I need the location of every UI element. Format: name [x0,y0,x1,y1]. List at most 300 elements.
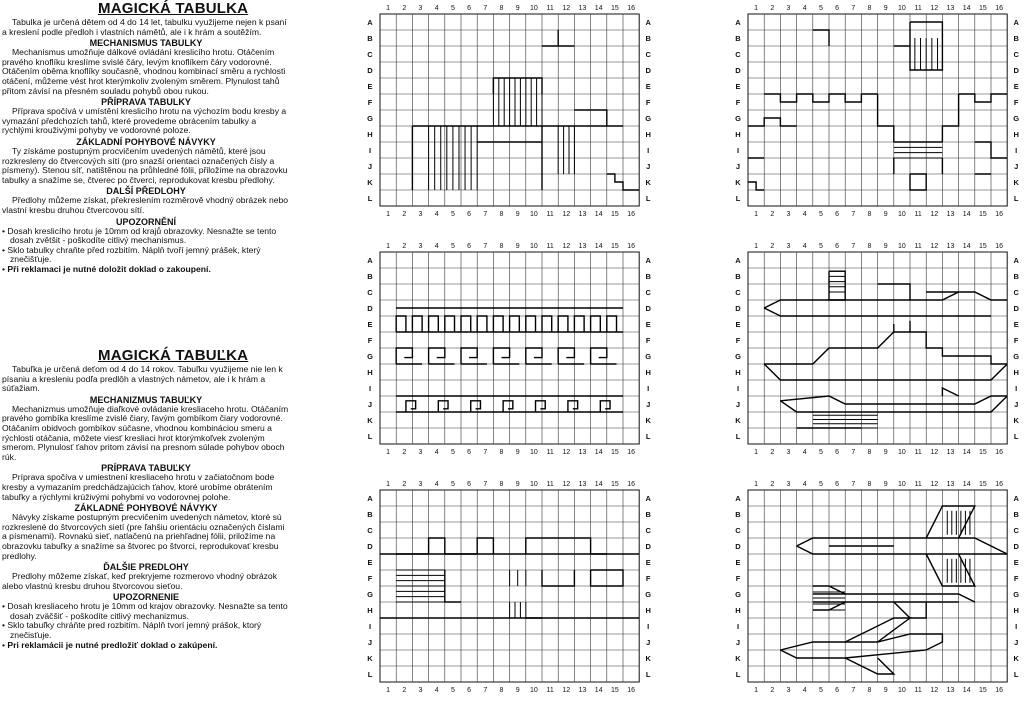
column-label: 7 [851,211,856,218]
column-label: 4 [434,243,439,250]
column-label: 16 [995,449,1003,456]
row-label: A [367,18,373,27]
column-label: 15 [979,211,987,218]
column-label: 14 [594,481,603,488]
row-label: F [367,336,373,345]
column-label: 1 [754,243,759,250]
column-label: 6 [467,243,472,250]
column-label: 5 [818,211,823,218]
row-label: E [735,320,741,329]
row-label: L [1013,670,1019,679]
column-label: 8 [499,449,504,456]
warning-item: • Dosah kreslicího hrotu je 10mm od krajů obrazovky. Nesnažte se tento dosah zvětšit - poškodíte citlivý mechanismus. [2,225,277,246]
grid-svg [360,238,652,470]
column-label: 15 [979,481,987,488]
intro-paragraph: Tabulka je určená dětem od 4 do 14 let, tabulku využijeme nejen k psaní a kreslení podle předloh i vlastních námětů, ale i k hrám a soutěžím. [2,17,287,37]
column-label: 3 [418,211,423,218]
column-label: 10 [530,687,538,694]
column-label: 1 [386,481,391,488]
column-label: 4 [802,481,807,488]
row-label: C [367,288,373,297]
column-label: 13 [946,481,955,488]
row-label: H [1013,130,1019,139]
row-label: C [1013,50,1019,59]
block-heading: PŘÍPRAVA TABULKY [101,97,191,108]
column-label: 11 [914,687,922,694]
row-label: D [367,304,373,313]
row-label: C [735,50,741,59]
column-label: 8 [499,211,504,218]
column-label: 2 [770,243,775,250]
column-label: 5 [450,687,455,694]
column-label: 11 [546,243,554,250]
column-label: 13 [946,449,955,456]
column-label: 11 [914,449,922,456]
row-label: J [1014,638,1019,647]
column-label: 9 [883,243,888,250]
column-label: 1 [386,211,391,218]
column-label: 5 [818,243,823,250]
block-paragraph: Předlohy můžeme získat, překreslením rozměrově vhodný obrázek nebo vlastní kresbu druhou čtvercovou sítí. [2,195,289,215]
row-label: K [735,178,741,187]
row-label: I [736,146,740,155]
row-label: F [1013,336,1019,345]
column-label: 10 [530,243,538,250]
column-label: 4 [434,481,439,488]
block-heading: MECHANIZMUS TABUĽKY [89,394,203,405]
column-label: 2 [770,211,775,218]
column-label: 10 [530,449,538,456]
row-label: G [735,114,741,123]
row-label: G [735,590,741,599]
row-label: L [367,670,373,679]
column-label: 10 [530,5,538,12]
row-label: H [735,606,741,615]
row-label: L [645,670,651,679]
section-title: MAGICKÁ TABULKA [98,0,249,17]
column-label: 9 [883,211,888,218]
column-label: 1 [386,243,391,250]
row-label: H [367,368,373,377]
warning-item-strong: • Pri reklamácii je nutné predložiť doklad o zakúpení. [2,639,218,650]
column-label: 4 [434,449,439,456]
block-paragraph: Návyky získame postupným precvičením uvedených námetov, ktoré sú rozkreslené do štvorcových sietí (pre ľahšiu orientáciu označených číslami a písmenami). Rovnakú sieť, natlačenú na priehľadnej fólii, priložíme na obrazovku tabuľky a snažíme sa štvorec po štvorci, reprodukovať kresbu predlohy. [2,512,285,561]
column-label: 13 [946,211,955,218]
exercise-grid-meanders [360,238,652,470]
column-label: 5 [450,211,455,218]
column-label: 3 [786,687,791,694]
column-label: 3 [418,687,423,694]
row-label: K [645,416,651,425]
row-label: E [1013,558,1019,567]
block-paragraph: Predlohy môžeme získať, keď prekryjeme rozmerovo vhodný obrázok alebo vlastnú kresbu druhou štvorcovou sieťou. [2,571,277,591]
row-label: B [645,510,651,519]
row-label: L [367,194,373,203]
column-label: 9 [515,687,520,694]
row-label: I [647,384,650,393]
row-label: E [735,82,741,91]
column-label: 5 [818,5,823,12]
block-heading: PRÍPRAVA TABUĽKY [101,463,191,474]
row-label: A [645,256,651,265]
exercise-grid-rockets [728,476,1020,708]
row-label: I [736,622,740,631]
column-label: 1 [754,5,759,12]
grid-svg [728,0,1020,232]
row-label: I [647,622,650,631]
column-label: 6 [467,5,472,12]
column-label: 13 [946,5,955,12]
column-label: 8 [867,243,872,250]
column-label: 1 [754,687,759,694]
row-label: J [646,400,651,409]
column-label: 6 [835,687,840,694]
column-label: 5 [450,5,455,12]
column-label: 8 [867,449,872,456]
column-label: 10 [898,211,906,218]
row-label: B [735,272,741,281]
section-czech [2,0,290,274]
column-label: 2 [402,481,407,488]
column-label: 2 [402,687,407,694]
row-label: D [645,542,651,551]
row-label: H [367,606,373,615]
block-heading: MECHANISMUS TABULKY [89,38,203,49]
warning-item-strong: • Při reklamaci je nutné doložit doklad o zakoupení. [2,263,211,274]
column-label: 12 [930,243,939,250]
column-label: 16 [627,243,635,250]
warning-item-text: Dosah kreslicího hrotu je 10mm od krajů obrazovky. Nesnažte se tento dosah zvětšit - poškodíte citlivý mechanismus. [7,225,277,246]
row-label: J [735,638,741,647]
column-label: 13 [946,243,955,250]
column-label: 16 [995,481,1003,488]
column-label: 16 [995,243,1003,250]
column-label: 14 [962,481,971,488]
row-label: H [367,130,373,139]
column-label: 6 [835,211,840,218]
row-label: A [1013,256,1019,265]
column-label: 9 [515,211,520,218]
block-paragraph: Ty získáme postupným procvičením uvedených námětů, které jsou rozkresleny do čtvercových sítí (pro snazší orientaci označených čísly a písmeny). Stenou síť, natištěnou na průhledné fólii, přiložíme na obrazovku tabulky a snažíme se, čtverec po čtverci, reprodukovat kresbu předlohy. [2,145,288,185]
column-label: 11 [546,481,554,488]
exercise-grid-blocks [360,476,652,708]
row-label: B [1013,34,1019,43]
row-label: D [735,66,741,75]
row-label: L [735,670,741,679]
column-label: 11 [914,211,922,218]
block-paragraph: Mechanismus umožňuje dálkové ovládání kreslicího hrotu. Otáčením pravého knoflíku kreslíme svislé čáry, levým knoflíkem čáry vodorovné. Otáčením oběma knoflíky současně, vhodnou kombinací směru a rychlosti otáčení, můžeme vést hrot kterýmkoliv zvoleným směrem. Plynulost tahů přitom závisí na přesném souladu pohybů obou rukou. [2,47,286,96]
column-label: 13 [578,449,587,456]
column-label: 9 [515,5,520,12]
row-label: E [1013,320,1019,329]
column-label: 10 [530,211,538,218]
column-label: 11 [914,5,922,12]
column-label: 11 [546,449,554,456]
warning-item-text: Dosah kresliaceho hrotu je 10mm od krajov obrazovky. Nesnažte sa tento dosah zväčšiť - poškodíte citlivý mechanizmus. [7,601,288,621]
column-label: 14 [962,687,971,694]
column-label: 15 [611,5,619,12]
column-label: 2 [402,449,407,456]
row-label: B [1013,272,1019,281]
section-title: MAGICKÁ TABUĽKA [98,347,249,364]
row-label: C [1013,288,1019,297]
row-label: J [1014,162,1019,171]
row-label: B [735,34,741,43]
column-label: 5 [818,481,823,488]
column-label: 15 [979,5,987,12]
row-label: C [735,288,741,297]
row-label: C [1013,526,1019,535]
column-label: 16 [627,211,635,218]
row-label: D [367,542,373,551]
column-label: 2 [770,481,775,488]
column-label: 11 [546,211,554,218]
row-label: I [368,622,372,631]
row-label: G [1013,114,1020,123]
row-label: B [1013,510,1019,519]
row-label: J [735,162,741,171]
row-label: G [367,590,373,599]
column-label: 5 [450,449,455,456]
column-label: 11 [546,687,554,694]
column-label: 1 [386,687,391,694]
grid-svg [360,0,652,232]
row-label: C [367,50,373,59]
column-label: 16 [627,481,635,488]
column-label: 12 [562,243,571,250]
column-label: 8 [867,211,872,218]
column-label: 9 [515,243,520,250]
column-label: 8 [499,687,504,694]
row-label: B [735,510,741,519]
row-label: F [367,574,373,583]
row-label: D [1013,66,1019,75]
column-label: 10 [898,449,906,456]
column-label: 9 [883,687,888,694]
column-label: 9 [515,481,520,488]
row-label: I [1015,622,1018,631]
column-label: 4 [802,211,807,218]
row-label: A [735,18,741,27]
column-label: 12 [930,687,939,694]
column-label: 3 [786,211,791,218]
instructions-column [0,0,292,700]
column-label: 4 [802,243,807,250]
row-label: L [645,432,651,441]
row-label: G [645,352,652,361]
row-label: A [1013,494,1019,503]
grid-svg [728,476,1020,708]
column-label: 2 [770,449,775,456]
row-label: I [1015,384,1018,393]
column-label: 14 [594,687,603,694]
block-heading: UPOZORNENIE [112,592,179,603]
column-label: 15 [611,211,619,218]
column-label: 9 [883,5,888,12]
column-label: 16 [995,211,1003,218]
row-label: K [735,416,741,425]
column-label: 10 [898,5,906,12]
column-label: 14 [594,211,603,218]
row-label: C [645,526,651,535]
block-heading: ZÁKLADNÉ POHYBOVÉ NÁVYKY [74,503,218,514]
row-label: J [735,400,741,409]
column-label: 7 [483,5,488,12]
column-label: 2 [770,687,775,694]
row-label: J [367,638,373,647]
column-label: 10 [898,481,906,488]
column-label: 15 [611,481,619,488]
column-label: 9 [883,449,888,456]
warning-item-text: Sklo tabuľky chráňte pred rozbitím. Náplň tvorí jemný prášok, ktorý znečisťuje. [7,620,262,641]
column-label: 7 [851,5,856,12]
column-label: 9 [883,481,888,488]
intro-paragraph: Tabuľka je určená deťom od 4 do 14 rokov. Tabuľku využijeme nie len k písaniu a kresleniu podľa predlôh a vlastných námetov, ale i k hrám a súťažiam. [2,364,283,394]
column-label: 3 [786,243,791,250]
row-label: K [367,416,373,425]
row-label: C [645,50,651,59]
column-label: 7 [483,449,488,456]
row-label: F [645,98,651,107]
row-label: D [735,542,741,551]
column-label: 7 [851,243,856,250]
column-label: 12 [562,211,571,218]
column-label: 14 [594,449,603,456]
row-label: F [367,98,373,107]
row-label: K [735,654,741,663]
row-label: K [367,654,373,663]
column-label: 6 [835,5,840,12]
column-label: 1 [386,449,391,456]
row-label: G [1013,590,1020,599]
column-label: 4 [802,449,807,456]
column-label: 12 [930,5,939,12]
column-label: 6 [467,481,472,488]
row-label: F [735,98,741,107]
column-label: 5 [818,449,823,456]
row-label: I [1015,146,1018,155]
grid-svg [728,238,1020,470]
row-label: I [647,146,650,155]
warning-item: • Sklo tabuľky chráňte pred rozbitím. Náplň tvorí jemný prášok, ktorý znečisťuje. [2,620,262,641]
column-label: 12 [930,449,939,456]
block-paragraph: Mechanizmus umožňuje diaľkové ovládanie kresliaceho hrotu. Otáčaním pravého gombíka kreslíme zvislé čiary, ľavým gombíkom čiary vodorovné. Otáčaním obidvoch gombíkov súčasne, vhodnou kombináciou smeru a rýchlosti otáčania, môžete viesť kresliaci hrot ktorýmkoľvek zvoleným smerom. Plynulosť ťahov pritom závisí na presnom súlade pohybov oboch rúk. [2,403,289,462]
row-label: A [735,494,741,503]
row-label: J [367,400,373,409]
column-label: 13 [578,687,587,694]
column-label: 16 [627,687,635,694]
column-label: 6 [467,449,472,456]
row-label: B [645,272,651,281]
column-label: 4 [434,211,439,218]
column-label: 10 [530,481,538,488]
row-label: H [645,368,651,377]
row-label: H [735,130,741,139]
row-label: B [367,510,373,519]
column-label: 11 [914,481,922,488]
column-label: 6 [835,481,840,488]
column-label: 11 [914,243,922,250]
column-label: 11 [546,5,554,12]
row-label: J [1014,400,1019,409]
row-label: L [645,194,651,203]
column-label: 15 [979,687,987,694]
row-label: D [367,66,373,75]
row-label: B [645,34,651,43]
column-label: 2 [770,5,775,12]
row-label: J [646,638,651,647]
column-label: 3 [786,5,791,12]
column-label: 3 [418,481,423,488]
row-label: A [645,18,651,27]
column-label: 13 [578,243,587,250]
column-label: 15 [979,243,987,250]
column-label: 13 [578,5,587,12]
column-label: 7 [851,481,856,488]
row-label: H [645,606,651,615]
column-label: 7 [851,449,856,456]
row-label: A [367,494,373,503]
column-label: 2 [402,211,407,218]
column-label: 16 [995,687,1003,694]
row-label: H [645,130,651,139]
row-label: I [736,384,740,393]
column-label: 13 [578,481,587,488]
column-label: 8 [499,5,504,12]
row-label: L [735,194,741,203]
row-label: E [367,320,373,329]
row-label: K [1013,416,1019,425]
column-label: 1 [754,449,759,456]
row-label: F [645,336,651,345]
row-label: D [1013,542,1019,551]
row-label: L [1013,194,1019,203]
column-label: 15 [611,449,619,456]
column-label: 12 [562,687,571,694]
row-label: H [735,368,741,377]
column-label: 10 [898,243,906,250]
row-label: E [645,82,651,91]
row-label: A [1013,18,1019,27]
column-label: 7 [483,687,488,694]
column-label: 14 [962,243,971,250]
exercise-grid-ships [728,238,1020,470]
row-label: G [1013,352,1020,361]
row-label: J [646,162,651,171]
column-label: 3 [418,5,423,12]
row-label: L [367,432,373,441]
row-label: F [645,574,651,583]
column-label: 4 [802,5,807,12]
column-label: 14 [962,449,971,456]
column-label: 2 [402,5,407,12]
row-label: K [1013,654,1019,663]
exercise-grid-castle [728,0,1020,232]
row-label: K [367,178,373,187]
column-label: 15 [611,243,619,250]
column-label: 10 [898,687,906,694]
column-label: 1 [754,481,759,488]
row-label: D [735,304,741,313]
warning-item: • Sklo tabulky chraňte před rozbitím. Náplň tvoří jemný prášek, který znečišťuje. [2,244,261,265]
column-label: 7 [483,243,488,250]
row-label: H [1013,606,1019,615]
row-label: D [645,66,651,75]
column-label: 5 [450,243,455,250]
row-label: K [645,178,651,187]
column-label: 12 [930,481,939,488]
column-label: 2 [402,243,407,250]
